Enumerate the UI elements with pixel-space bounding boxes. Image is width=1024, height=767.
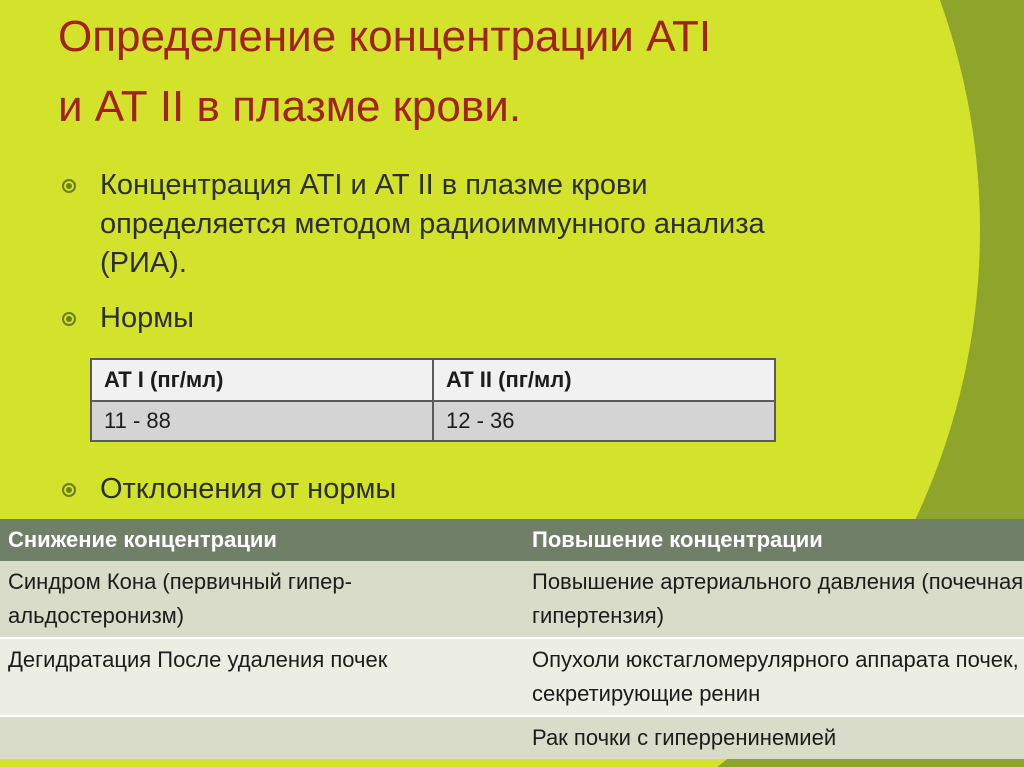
norms-header-at1: AT I (пг/мл)	[91, 359, 433, 401]
bullet-norms	[62, 299, 782, 338]
deviations-cell	[0, 716, 520, 759]
slide-title	[58, 2, 958, 142]
bullet-icon	[62, 312, 76, 326]
deviations-cell: Синдром Кона (первичный гипер-альдостеронизм)	[0, 561, 520, 638]
table-row	[0, 638, 1024, 716]
table-row	[0, 716, 1024, 759]
bullet-method	[62, 166, 782, 283]
table-row	[0, 561, 1024, 638]
deviations-cell: Опухоли юкстагломерулярного аппарата почек, секретирующие ренин	[520, 638, 1024, 716]
norms-value-at2: 12 - 36	[433, 401, 775, 441]
deviations-table	[0, 519, 1024, 759]
bullet-text: Нормы	[100, 302, 194, 334]
bullet-icon	[62, 483, 76, 497]
bullet-deviations	[62, 470, 782, 509]
deviations-header-increase: Повышение концентрации	[520, 519, 1024, 561]
bullet-icon	[62, 179, 76, 193]
deviations-cell: Дегидратация После удаления почек	[0, 638, 520, 716]
norms-value-row	[91, 401, 775, 441]
bullet-text: Концентрация АТI и АТ II в плазме крови определяется методом радиоиммунного анализа (РИА).	[100, 169, 765, 279]
norms-header-row	[91, 359, 775, 401]
deviations-cell: Рак почки с гиперренинемией	[520, 716, 1024, 759]
deviations-header-decrease: Снижение концентрации	[0, 519, 520, 561]
norms-value-at1: 11 - 88	[91, 401, 433, 441]
norms-table	[90, 358, 776, 442]
title-line-1: Определение концентрации АТI	[58, 12, 712, 61]
bullet-text: Отклонения от нормы	[100, 473, 397, 505]
deviations-cell: Повышение артериального давления (почечная гипертензия)	[520, 561, 1024, 638]
deviations-header-row	[0, 519, 1024, 561]
title-line-2: и АТ II в плазме крови.	[58, 82, 522, 131]
norms-header-at2: AT II (пг/мл)	[433, 359, 775, 401]
